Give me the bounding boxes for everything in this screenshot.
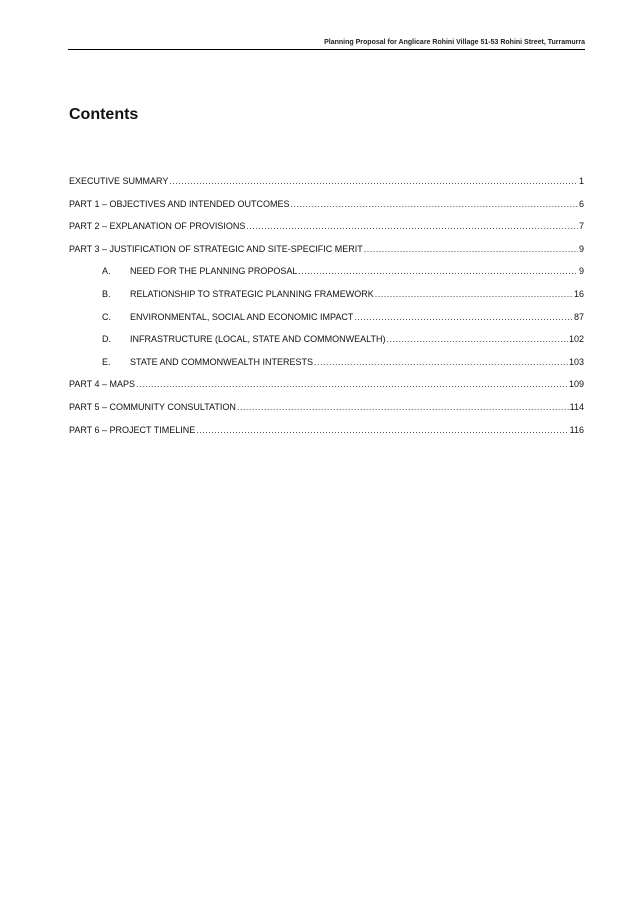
- toc-entry-label: PART 6 – PROJECT TIMELINE: [69, 424, 196, 435]
- toc-entry-part-3-a[interactable]: [69, 266, 584, 289]
- toc-entry-label: PART 3 – JUSTIFICATION OF STRATEGIC AND SITE-SPECIFIC MERIT: [69, 243, 363, 254]
- toc-entry-part-5[interactable]: [69, 402, 584, 425]
- dot-leader: [291, 199, 578, 209]
- toc-entry-label: EXECUTIVE SUMMARY: [69, 176, 169, 186]
- toc-entry-label: RELATIONSHIP TO STRATEGIC PLANNING FRAMEWORK: [130, 288, 374, 299]
- toc-entry-letter: C.: [102, 311, 111, 322]
- toc-entry-letter: E.: [102, 356, 111, 367]
- dot-leader: [246, 221, 578, 231]
- toc-entry-label: PART 5 – COMMUNITY CONSULTATION: [69, 401, 236, 412]
- toc-entry-page: 1: [578, 176, 584, 186]
- toc-entry-part-3-c[interactable]: [69, 312, 584, 335]
- toc-entry-label: PART 1 – OBJECTIVES AND INTENDED OUTCOMES: [69, 198, 290, 209]
- toc-entry-page: 6: [578, 198, 584, 209]
- toc-entry-part-3-e[interactable]: [69, 357, 584, 380]
- dot-leader: [298, 266, 578, 276]
- dot-leader: [314, 357, 568, 367]
- toc-entry-part-3-d[interactable]: [69, 334, 584, 357]
- table-of-contents: [69, 176, 584, 447]
- toc-entry-page: 9: [578, 266, 584, 277]
- toc-entry-page: 114: [569, 401, 584, 412]
- toc-entry-part-3[interactable]: [69, 244, 584, 267]
- dot-leader: [364, 244, 578, 254]
- dot-leader: [387, 334, 568, 344]
- toc-entry-letter: B.: [102, 288, 111, 299]
- toc-entry-label: NEED FOR THE PLANNING PROPOSAL: [130, 266, 298, 277]
- toc-entry-page: 116: [569, 424, 584, 435]
- toc-entry-page: 16: [573, 288, 584, 299]
- toc-entry-label: PART 4 – MAPS: [69, 379, 136, 390]
- dot-leader: [136, 379, 568, 389]
- dot-leader: [169, 176, 578, 186]
- toc-entry-letter: A.: [102, 266, 111, 277]
- toc-entry-page: 9: [578, 243, 584, 254]
- toc-entry-part-3-b[interactable]: [69, 289, 584, 312]
- dot-leader: [237, 402, 569, 412]
- toc-entry-label: INFRASTRUCTURE (LOCAL, STATE AND COMMONWEALTH): [130, 334, 386, 345]
- toc-entry-part-2[interactable]: [69, 221, 584, 244]
- dot-leader: [375, 289, 573, 299]
- toc-entry-page: 109: [568, 379, 584, 390]
- toc-entry-label: STATE AND COMMONWEALTH INTERESTS: [130, 356, 314, 367]
- toc-entry-part-6[interactable]: [69, 425, 584, 448]
- toc-entry-page: 7: [578, 221, 584, 232]
- toc-entry-page: 87: [573, 311, 584, 322]
- toc-entry-label: ENVIRONMENTAL, SOCIAL AND ECONOMIC IMPACT: [130, 311, 354, 322]
- toc-entry-part-1[interactable]: [69, 199, 584, 222]
- toc-entry-executive-summary[interactable]: [69, 176, 584, 199]
- toc-entry-label: PART 2 – EXPLANATION OF PROVISIONS: [69, 221, 246, 232]
- dot-leader: [354, 312, 573, 322]
- toc-entry-letter: D.: [102, 334, 111, 345]
- header-rule: [68, 49, 585, 50]
- dot-leader: [196, 425, 568, 435]
- contents-title: Contents: [69, 106, 139, 123]
- toc-entry-page: 103: [568, 356, 584, 367]
- running-header: Planning Proposal for Anglicare Rohini Village 51-53 Rohini Street, Turramurra: [324, 39, 585, 46]
- toc-entry-page: 102: [568, 334, 584, 345]
- toc-entry-part-4[interactable]: [69, 379, 584, 402]
